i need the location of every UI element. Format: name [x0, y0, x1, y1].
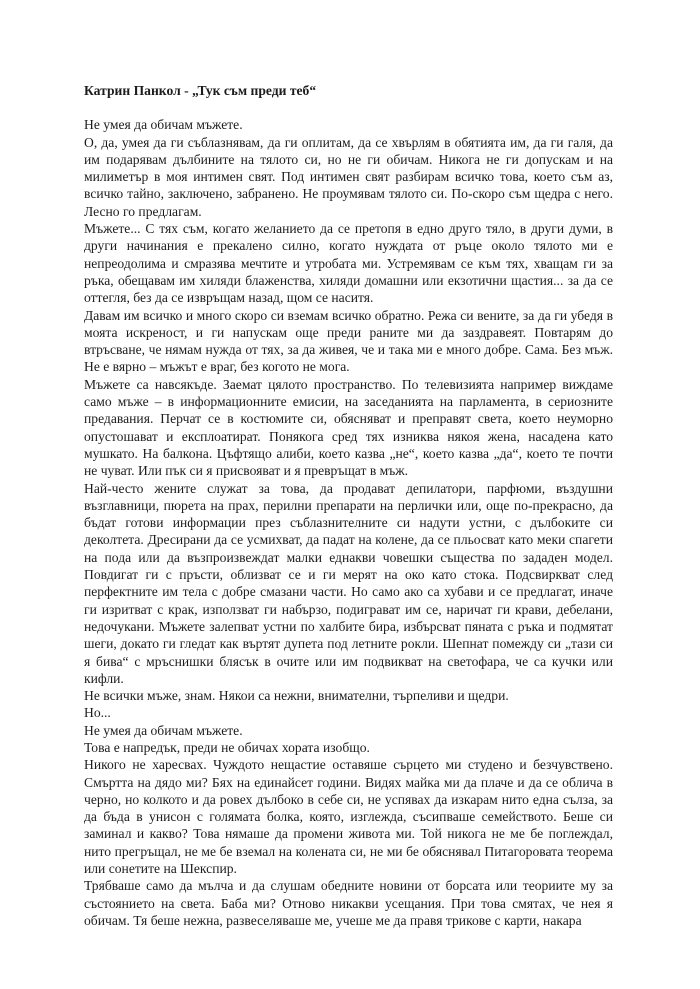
paragraph: Но... — [84, 705, 111, 721]
paragraph: Мъжете... С тях съм, когато желанието да се претопя в едно друго тяло, в други думи, в други начинания е прекалено силно, когато нуждата от ръце около тялото ми е непреодолима и смразява мечтите и утробата ми. Устремявам се към тях, хващам ги за ръка, обещавам им хиляди блаженства, хиляди домашни или екзотични щастия... за да се оттегля, без да се извръщам назад, щом се наситя. — [84, 221, 613, 306]
paragraph: Не умея да обичам мъжете. — [84, 722, 243, 738]
paragraph: О, да, умея да ги съблазнявам, да ги оплитам, да се хвърлям в обятията им, да ги галя, да им подарявам дълбините на тялото си, но не ги обичам. Никога не ги допускам и на милиметър в моя интимен свят. Под интимен свят разбирам всичко това, което съм аз, всичко тайно, заключено, забранено. Не проумявам тялото си. По-скоро съм щедра с него. Лесно го предлагам. — [84, 134, 613, 219]
paragraph: Мъжете са навсякъде. Заемат цялото пространство. По телевизията например виждаме само мъже – в информационните емисии, на заседанията на парламента, в сериозните предавания. Перчат се в костюмите си, обясняват и преправят света, което неуморно опустошават и експлоатират. Понякога сред тях изниква някоя жена, насадена като мушкато. На балкона. Цъфтящо алиби, което казва „не“, което казва „да“, което те почти не чуват. Или пък си я присвояват и я превръщат в мъж. — [84, 376, 613, 479]
paragraph: Трябваше само да мълча и да слушам обедните новини от борсата или теориите му за състоянието на света. Баба ми? Отново никакви усещания. При това смятах, че нея я обичам. Тя беше нежна, развеселяваше ме, учеше ме да правя трикове с карти, накара — [84, 878, 613, 928]
document-title: Катрин Панкол - „Тук съм преди теб“ — [84, 83, 317, 98]
paragraph: Никого не харесвах. Чуждото нещастие оставяше сърцето ми студено и безчувствено. Смъртта на дядо ми? Бях на единайсет години. Видях майка ми да плаче и да се облича в черно, но колкото и да ровех дълбоко в себе си, не успявах да изкарам нито една сълза, за да бъда в унисон с голямата болка, която, изглежда, съсипваше семейството. Беше си заминал и какво? Това нямаше да промени живота ми. Той никога не ме бе поглеждал, нито прегръщал, не ме бе вземал на колената си, не ми бе обяснявал Питагоровата теорема или сонетите на Шекспир. — [84, 757, 613, 877]
paragraph: Това е напредък, преди не обичах хората изобщо. — [84, 739, 370, 755]
document-page — [84, 82, 613, 929]
paragraph: Давам им всичко и много скоро си вземам всичко обратно. Режа си вените, за да ги убедя в моята искреност, и ги напускам още преди раните ми да заздравеят. Повтарям до втръсване, че нямам нужда от тях, за да живея, че и така ми е много добре. Сама. Без мъж. Не е вярно – мъжът е враг, без когото не мога. — [84, 307, 613, 375]
paragraph: Най-често жените служат за това, да продават депилатори, парфюми, въздушни възглавници, пюрета на прах, перилни препарати на перлички или, още по-прекрасно, да бъдат готови информации през съблазнителните си надути устни, с дълбоките си деколтета. Дресирани да се усмихват, да падат на колене, да се пльосват като меки спагети на пода или да възпроизвеждат малки еднакви човешки същества по зададен модел. Повдигат ги с пръсти, облизват се и ги мерят на око като стока. Подсвиркват след перфектните им тела с добре смазани части. Но само ако са хубави и се предлагат, иначе ги изритват с крак, използват ги набързо, подиграват им се, наричат ги крави, дебелани, недочукани. Мъжете залепват устни по халбите бира, избърсват пяната с ръка и подмятат шеги, докато ги гледат как въртят дупета под летните рокли. Шепнат помежду си „тази си я бива“ с мръснишки блясък в очите или им подвикват на светофара, че са кучки или кифли. — [84, 480, 613, 686]
paragraph: Не всички мъже, знам. Някои са нежни, внимателни, търпеливи и щедри. — [84, 688, 509, 704]
paragraph: Не умея да обичам мъжете. — [84, 117, 243, 133]
